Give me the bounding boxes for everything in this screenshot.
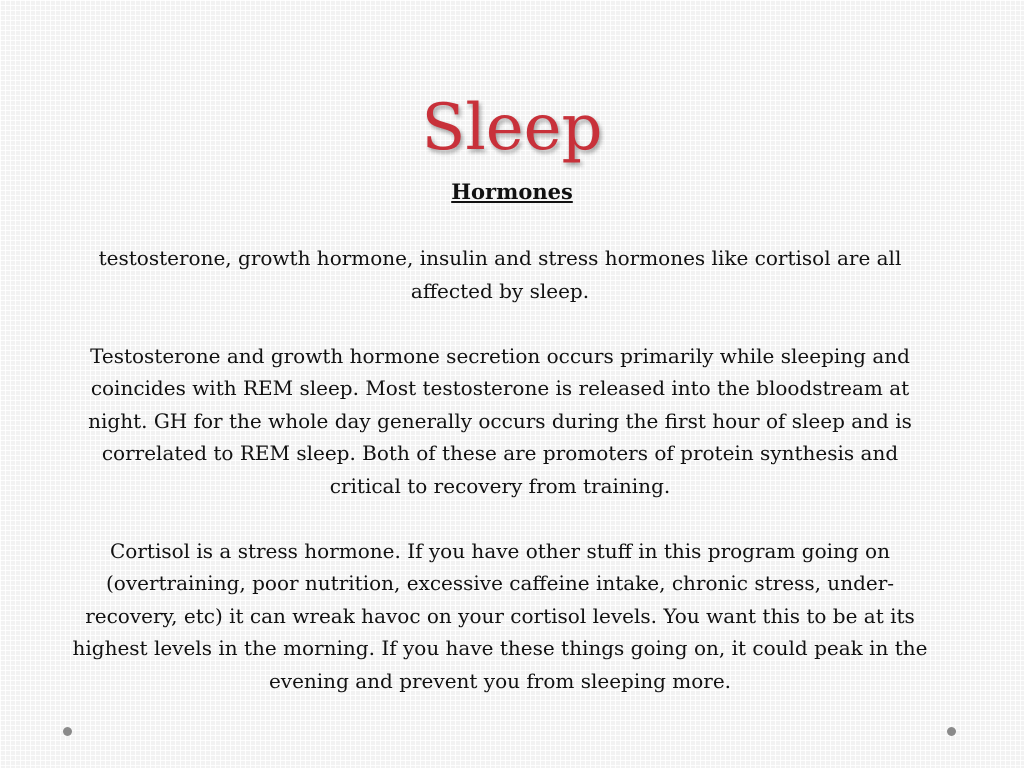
slide-subtitle: Hormones xyxy=(451,179,573,204)
slide-body xyxy=(70,242,930,697)
decorative-dot-left xyxy=(63,727,72,736)
slide-title: Sleep xyxy=(421,91,603,165)
paragraph-hormones-affected: testosterone, growth hormone, insulin and stress hormones like cortisol are all affected by sleep. xyxy=(98,246,902,303)
decorative-dot-right xyxy=(947,727,956,736)
paragraph-testosterone-gh: Testosterone and growth hormone secretion occurs primarily while sleeping and coincides with REM sleep. Most testosterone is released into the bloodstream at night. GH for the whole day generally occurs during the first hour of sleep and is correlated to REM sleep. Both of these are promoters of protein synthesis and critical to recovery from training. xyxy=(88,343,912,498)
paragraph-cortisol: Cortisol is a stress hormone. If you have other stuff in this program going on (overtraining, poor nutrition, excessive caffeine intake, chronic stress, under-recovery, etc) it can wreak havoc on your cortisol levels. You want this to be at its highest levels in the morning. If you have these things going on, it could peak in the evening and prevent you from sleeping more. xyxy=(72,538,928,693)
